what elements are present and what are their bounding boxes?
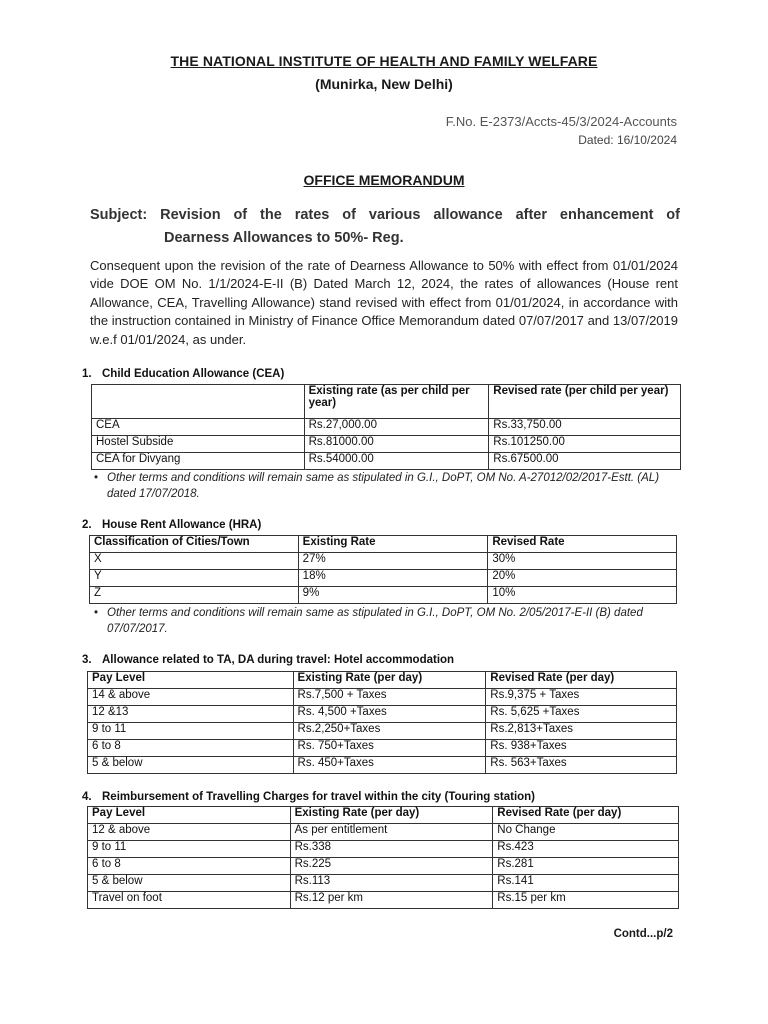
table-row [88, 757, 677, 774]
table-cell: CEA [92, 419, 305, 436]
touring-station-table [87, 806, 679, 909]
table-cell: Rs. 938+Taxes [486, 740, 677, 757]
section-2-note [94, 605, 682, 637]
table-cell: 6 to 8 [88, 858, 291, 875]
table-row [88, 858, 679, 875]
file-number: F.No. E-2373/Accts-45/3/2024-Accounts [445, 114, 677, 129]
table-header-row [92, 385, 681, 419]
table-header-cell: Existing rate (as per child per year) [304, 385, 489, 419]
table-cell: 9% [298, 587, 488, 604]
subject-line-1: Subject: Revision of the rates of various allowance after enhancement of [90, 207, 680, 223]
table-cell: CEA for Divyang [92, 453, 305, 470]
table-cell: Rs.15 per km [493, 892, 679, 909]
bullet-icon: • [94, 472, 99, 484]
table-header-cell: Pay Level [88, 672, 294, 689]
table-cell: 14 & above [88, 689, 294, 706]
table-cell: As per entitlement [290, 824, 493, 841]
section-number: 4. [82, 791, 92, 803]
cea-table [91, 384, 681, 470]
table-cell: Rs.81000.00 [304, 436, 489, 453]
table-cell: 9 to 11 [88, 841, 291, 858]
section-title-text: House Rent Allowance (HRA) [102, 519, 262, 531]
table-cell: 12 & above [88, 824, 291, 841]
table-cell: Rs.281 [493, 858, 679, 875]
table-header-cell: Classification of Cities/Town [90, 536, 299, 553]
table-cell: Rs.141 [493, 875, 679, 892]
table-cell: 12 &13 [88, 706, 294, 723]
table-row [92, 453, 681, 470]
table-cell: Travel on foot [88, 892, 291, 909]
memo-title: OFFICE MEMORANDUM [303, 172, 465, 188]
table-cell: Rs. 5,625 +Taxes [486, 706, 677, 723]
table-header-row [88, 672, 677, 689]
table-cell: Rs.2,813+Taxes [486, 723, 677, 740]
subject-line-2: Dearness Allowances to 50%- Reg. [164, 230, 404, 246]
table-row [88, 841, 679, 858]
table-cell: X [90, 553, 299, 570]
intro-paragraph: Consequent upon the revision of the rate of Dearness Allowance to 50% with effect from 01/01/2024 vide DOE OM No. 1/1/2024-E-II (B) Dated March 12, 2024, the rates of allowances (House rent Allowance, CEA, Travelling Allowance) stand revised with effect from 01/01/2024, in accordance with the instruction contained in Ministry of Finance Office Memorandum dated 07/07/2017 and 13/07/2019 w.e.f 01/01/2024, as under. [90, 258, 678, 347]
table-row [88, 875, 679, 892]
table-header-row [88, 807, 679, 824]
table-row [92, 436, 681, 453]
table-cell: Rs.7,500 + Taxes [293, 689, 486, 706]
section-title-text: Reimbursement of Travelling Charges for travel within the city (Touring station) [102, 791, 536, 803]
hotel-accommodation-table [87, 671, 677, 774]
table-row [88, 892, 679, 909]
section-1-title [82, 368, 284, 380]
table-cell: 18% [298, 570, 488, 587]
section-2-title [82, 519, 261, 531]
table-cell: Rs.338 [290, 841, 493, 858]
table-cell: Y [90, 570, 299, 587]
table-cell: Rs.54000.00 [304, 453, 489, 470]
table-cell: Rs. 563+Taxes [486, 757, 677, 774]
table-cell: 9 to 11 [88, 723, 294, 740]
table-cell: 6 to 8 [88, 740, 294, 757]
table-cell: Rs.113 [290, 875, 493, 892]
table-cell: 27% [298, 553, 488, 570]
table-cell: 10% [488, 587, 677, 604]
table-cell: Rs.12 per km [290, 892, 493, 909]
table-cell: 30% [488, 553, 677, 570]
table-cell: Rs.225 [290, 858, 493, 875]
table-header-cell: Pay Level [88, 807, 291, 824]
date-line: Dated: 16/10/2024 [578, 133, 677, 147]
table-cell: Rs.33,750.00 [489, 419, 681, 436]
table-cell: 20% [488, 570, 677, 587]
continued-note: Contd...p/2 [613, 928, 673, 940]
section-title-text: Allowance related to TA, DA during travel: Hotel accommodation [102, 654, 455, 666]
table-cell: Rs.27,000.00 [304, 419, 489, 436]
section-4-title [82, 791, 535, 803]
table-cell: Rs.423 [493, 841, 679, 858]
table-row [90, 553, 677, 570]
table-cell: Rs.67500.00 [489, 453, 681, 470]
section-number: 3. [82, 654, 92, 666]
table-cell: Rs. 4,500 +Taxes [293, 706, 486, 723]
section-number: 1. [82, 368, 92, 380]
table-cell: Hostel Subside [92, 436, 305, 453]
table-row [88, 706, 677, 723]
table-row [88, 824, 679, 841]
subject [90, 204, 680, 250]
table-row [90, 570, 677, 587]
table-header-cell: Existing Rate [298, 536, 488, 553]
table-header-cell [92, 385, 305, 419]
section-3-title [82, 654, 454, 666]
table-row [88, 740, 677, 757]
table-header-cell: Existing Rate (per day) [293, 672, 486, 689]
institute-location: (Munirka, New Delhi) [315, 76, 453, 92]
table-row [88, 689, 677, 706]
table-header-cell: Revised Rate [488, 536, 677, 553]
table-cell: Rs.101250.00 [489, 436, 681, 453]
table-cell: Z [90, 587, 299, 604]
table-row [90, 587, 677, 604]
note-text: Other terms and conditions will remain same as stipulated in G.I., DoPT, OM No. A-27012/02/2017-Estt. (AL) dated 17/07/2018. [107, 472, 660, 500]
note-text: Other terms and conditions will remain same as stipulated in G.I., DoPT, OM No. 2/05/2017-E-II (B) dated 07/07/2017. [107, 607, 643, 635]
table-header-cell: Revised Rate (per day) [486, 672, 677, 689]
table-cell: Rs.2,250+Taxes [293, 723, 486, 740]
table-cell: 5 & below [88, 875, 291, 892]
bullet-icon: • [94, 607, 99, 619]
table-cell: Rs. 750+Taxes [293, 740, 486, 757]
institute-title: THE NATIONAL INSTITUTE OF HEALTH AND FAMILY WELFARE [170, 53, 598, 69]
table-header-cell: Existing Rate (per day) [290, 807, 493, 824]
table-row [92, 419, 681, 436]
table-header-cell: Revised rate (per child per year) [489, 385, 681, 419]
table-header-cell: Revised Rate (per day) [493, 807, 679, 824]
section-1-note [94, 470, 682, 502]
table-cell: Rs.9,375 + Taxes [486, 689, 677, 706]
hra-table [89, 535, 677, 604]
table-row [88, 723, 677, 740]
section-title-text: Child Education Allowance (CEA) [102, 368, 285, 380]
table-cell: 5 & below [88, 757, 294, 774]
table-cell: Rs. 450+Taxes [293, 757, 486, 774]
section-number: 2. [82, 519, 92, 531]
table-header-row [90, 536, 677, 553]
table-cell: No Change [493, 824, 679, 841]
